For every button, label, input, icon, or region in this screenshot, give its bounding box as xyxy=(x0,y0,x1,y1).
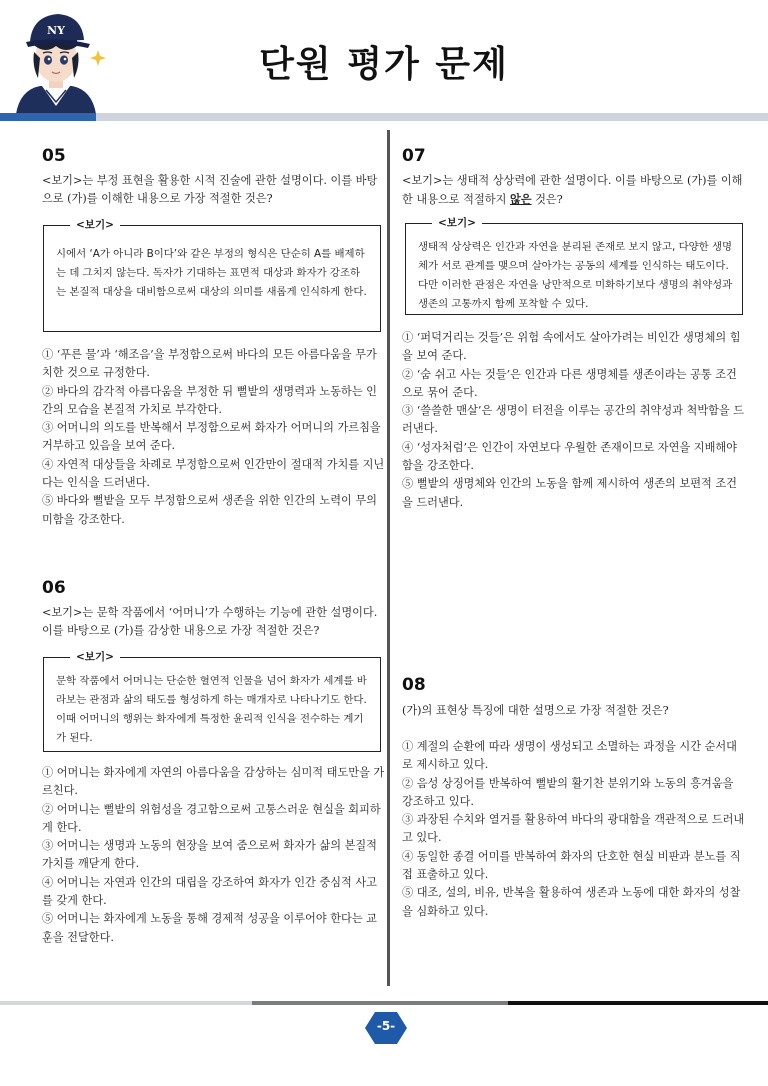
example-box-text: 문학 작품에서 어머니는 단순한 혈연적 인물을 넘어 화자가 세계를 바라보는 관점과 삶의 태도를 형성하게 하는 매개자로 나타나기도 한다. 이때 어머니의 행위는 화자에게 특정한 윤리적 인식을 전수하는 계기가 된다. xyxy=(56,675,367,744)
choice-2[interactable]: ② 바다의 감각적 아름다움을 부정한 뒤 뻘밭의 생명력과 노동하는 인간의 모습을 본질적 가치로 부각한다. xyxy=(42,384,377,416)
question-06-choices xyxy=(42,764,385,947)
example-box-label: <보기> xyxy=(70,649,120,665)
choice-2[interactable]: ② 어머니는 뻘밭의 위험성을 경고함으로써 고통스러운 현실을 회피하게 한다. xyxy=(42,802,381,834)
example-box-label: <보기> xyxy=(432,215,482,231)
stem-text-end: 것은? xyxy=(531,193,563,206)
question-08-choices xyxy=(402,738,745,921)
svg-text:NY: NY xyxy=(47,24,65,37)
choice-3[interactable]: ③ 어머니는 생명과 노동의 현장을 보여 줌으로써 화자가 삶의 본질적 가치를 깨닫게 한다. xyxy=(42,839,377,871)
question-06-stem: <보기>는 문학 작품에서 ‘어머니’가 수행하는 기능에 관한 설명이다. 이를 바탕으로 (가)를 감상한 내용으로 가장 적절한 것은? xyxy=(42,606,378,637)
choice-5[interactable]: ⑤ 대조, 설의, 비유, 반복을 활용하여 생존과 노동에 대한 화자의 성찰을 심화하고 있다. xyxy=(402,886,741,918)
question-number-06: 06 xyxy=(42,578,66,598)
choice-4[interactable]: ④ ‘성자처럼’은 인간이 자연보다 우월한 존재이므로 자연을 지배해야 함을 강조한다. xyxy=(402,440,737,473)
question-05-example-box xyxy=(43,219,381,332)
choice-2[interactable]: ② 음성 상징어를 반복하여 뻘밭의 활기찬 분위기와 노동의 흥겨움을 강조하고 있다. xyxy=(402,776,734,808)
column-divider xyxy=(387,130,390,986)
stem-text: <보기>는 생태적 상상력에 관한 설명이다. 이를 바탕으로 (가)를 이해한 내용으로 적절하지 xyxy=(402,174,743,206)
header-accent-bar xyxy=(0,113,96,121)
question-07-example-box xyxy=(405,217,743,315)
question-08-stem: (가)의 표현상 특징에 대한 설명으로 가장 적절한 것은? xyxy=(402,704,669,717)
choice-5[interactable]: ⑤ 바다와 뻘밭을 모두 부정함으로써 생존을 위한 인간의 노력이 무의미함을 강조한다. xyxy=(42,494,377,526)
page-number: -5- xyxy=(376,1019,396,1033)
footer-rule-dark xyxy=(508,1001,768,1005)
choice-1[interactable]: ① 어머니는 화자에게 자연의 아름다움을 감상하는 심미적 태도만을 가르친다. xyxy=(42,766,385,798)
choice-5[interactable]: ⑤ 뻘밭의 생명체와 인간의 노동을 함께 제시하여 생존의 보편적 조건을 드러낸다. xyxy=(402,477,737,509)
question-07-stem xyxy=(402,172,745,209)
question-07-choices xyxy=(402,329,745,512)
footer-rule-light xyxy=(0,1001,252,1005)
example-box-text: 시에서 ‘A가 아니라 B이다’와 같은 부정의 형식은 단순히 A를 배제하는 데 그치지 않는다. 독자가 기대하는 표면적 대상과 화자가 강조하는 본질적 대상을 대비함으로써 대상의 의미를 새롭게 인식하게 한다. xyxy=(56,248,367,298)
question-05-stem: <보기>는 부정 표현을 활용한 시적 진술에 관한 설명이다. 이를 바탕으로 (가)를 이해한 내용으로 가장 적절한 것은? xyxy=(42,174,378,205)
question-number-05: 05 xyxy=(42,146,66,166)
choice-3[interactable]: ③ ‘쓸쓸한 맨살’은 생명이 터전을 이루는 공간의 취약성과 척박함을 드러낸다. xyxy=(402,404,745,436)
page-title: 단원 평가 문제 xyxy=(259,44,509,85)
choice-1[interactable]: ① ‘푸른 물’과 ‘해조음’을 부정함으로써 바다의 모든 아름다움을 무가치한 것으로 규정한다. xyxy=(42,348,377,380)
choice-4[interactable]: ④ 동일한 종결 어미를 반복하여 화자의 단호한 현실 비판과 분노를 직접 표출하고 있다. xyxy=(402,849,741,882)
question-06-example-box xyxy=(43,651,381,752)
stem-emphasis: 않은 xyxy=(509,192,532,206)
choice-2[interactable]: ② ‘숨 쉬고 사는 것들’은 인간과 다른 생명체를 생존이라는 공통 조건으로 묶어 준다. xyxy=(402,367,737,399)
choice-4[interactable]: ④ 자연적 대상들을 차례로 부정함으로써 인간만이 절대적 가치를 지닌다는 인식을 드러낸다. xyxy=(42,457,385,490)
header-rule xyxy=(96,113,768,121)
choice-3[interactable]: ③ 과장된 수치와 열거를 활용하여 바다의 광대함을 객관적으로 드러내고 있다. xyxy=(402,813,745,845)
example-box-text: 생태적 상상력은 인간과 자연을 분리된 존재로 보지 않고, 다양한 생명체가 서로 관계를 맺으며 살아가는 공동의 세계를 인식하는 태도이다. 다만 이러한 관점은 자연을 낭만적으로 미화하기보다 생명의 취약성과 생존의 고통까지 함께 포착할 수 있다. xyxy=(418,241,733,310)
question-number-08: 08 xyxy=(402,675,426,695)
example-box-label: <보기> xyxy=(70,217,120,233)
question-number-07: 07 xyxy=(402,146,426,166)
footer-rule-mid xyxy=(252,1001,508,1005)
choice-4[interactable]: ④ 어머니는 자연과 인간의 대립을 강조하여 화자가 인간 중심적 사고를 갖게 한다. xyxy=(42,875,377,908)
choice-3[interactable]: ③ 어머니의 의도를 반복해서 부정함으로써 화자가 어머니의 가르침을 거부하고 있음을 보여 준다. xyxy=(42,421,381,453)
choice-5[interactable]: ⑤ 어머니는 화자에게 노동을 통해 경제적 성공을 이루어야 한다는 교훈을 전달한다. xyxy=(42,912,377,944)
choice-1[interactable]: ① 계절의 순환에 따라 생명이 생성되고 소멸하는 과정을 시간 순서대로 제시하고 있다. xyxy=(402,740,737,772)
choice-1[interactable]: ① ‘퍼덕거리는 것들’은 위험 속에서도 살아가려는 비인간 생명체의 힘을 보여 준다. xyxy=(402,331,741,363)
question-05-choices xyxy=(42,346,385,529)
page-header xyxy=(0,0,768,122)
